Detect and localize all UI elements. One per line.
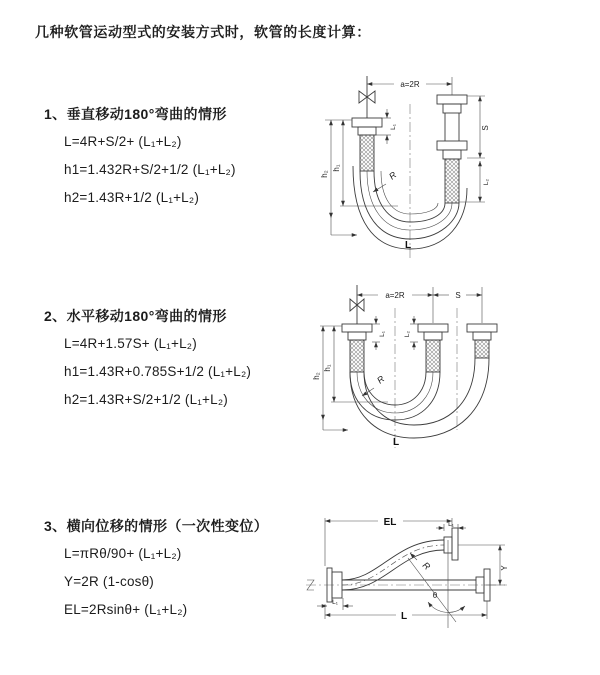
- diagram-horizontal-180: [308, 280, 600, 465]
- dim-label-s: S: [481, 125, 490, 131]
- braided-hose-section: [445, 159, 459, 203]
- dim-label-r: R: [375, 373, 387, 386]
- dimension-lines: [317, 517, 509, 622]
- section-vertical-180: [44, 106, 314, 206]
- dim-label-h2: h₂: [312, 372, 321, 380]
- dim-label-a2r: a=2R: [400, 80, 420, 89]
- dim-label-l: L: [400, 611, 408, 622]
- formula-l: L=4R+1.57S+ (L₁+L₂): [64, 336, 197, 351]
- valve-icon: [350, 285, 364, 324]
- dim-label-a2r: a=2R: [385, 291, 405, 300]
- dim-label-l: L: [404, 240, 412, 251]
- dim-label-s: S: [455, 291, 461, 300]
- braided-hose-section: [360, 135, 374, 171]
- dim-label-h1: h₁: [332, 164, 341, 172]
- valve-icon: [359, 76, 375, 118]
- formula-h2: h2=1.43R+S/2+1/2 (L₁+L₂): [64, 392, 228, 407]
- formula-el: EL=2Rsinθ+ (L₁+L₂): [64, 602, 188, 617]
- dim-label-h2: h₂: [320, 170, 329, 178]
- dim-label-l1-bottom: L₁: [332, 599, 338, 606]
- dimension-lines: [312, 291, 482, 448]
- formula-h1: h1=1.432R+S/2+1/2 (L₁+L₂): [64, 162, 236, 177]
- section-3-heading: 3、横向位移的情形（一次性变位）: [44, 518, 269, 534]
- dim-label-r: R: [420, 560, 433, 572]
- dim-label-l2: L₂: [483, 178, 490, 186]
- braided-hose-section: [350, 340, 364, 372]
- section-1-heading: 1、垂直移动180°弯曲的情形: [44, 106, 227, 122]
- dim-label-y: Y: [500, 565, 509, 571]
- section-lateral-displacement: [44, 518, 314, 618]
- dim-label-theta: θ: [432, 591, 438, 600]
- dim-label-l2: L₂: [404, 330, 411, 338]
- left-flange: [352, 118, 382, 171]
- dim-label-l: L: [392, 437, 400, 448]
- formula-l: L=πRθ/90+ (L₁+L₂): [64, 546, 182, 561]
- dimension-lines: [320, 80, 490, 251]
- formula-y: Y=2R (1-cosθ): [64, 574, 155, 589]
- right-pipe: [437, 77, 467, 203]
- centerline: [306, 580, 507, 590]
- braided-hose-section: [475, 340, 489, 358]
- dim-label-h1: h₁: [323, 364, 332, 372]
- dim-label-l1-top: L₁: [448, 521, 454, 528]
- diagram-vertical-180: [310, 68, 600, 266]
- formula-l: L=4R+S/2+ (L₁+L₂): [64, 134, 182, 149]
- diagram-lateral-displacement: [300, 500, 600, 675]
- hose-u-curves: [350, 358, 489, 438]
- dim-label-l1: L₁: [379, 331, 386, 337]
- section-2-heading: 2、水平移动180°弯曲的情形: [44, 308, 227, 324]
- upper-flange-displaced: [444, 528, 458, 560]
- section-horizontal-180: [44, 308, 314, 408]
- flanges: [342, 287, 497, 372]
- formula-h1: h1=1.43R+0.785S+1/2 (L₁+L₂): [64, 364, 252, 379]
- dim-label-el: EL: [383, 517, 397, 528]
- page-title: 几种软管运动型式的安装方式时，软管的长度计算：: [35, 24, 371, 40]
- dim-label-l1: L₁: [390, 124, 397, 130]
- dim-label-r: R: [387, 169, 399, 182]
- braided-hose-section: [426, 340, 440, 372]
- formula-h2: h2=1.43R+1/2 (L₁+L₂): [64, 190, 200, 205]
